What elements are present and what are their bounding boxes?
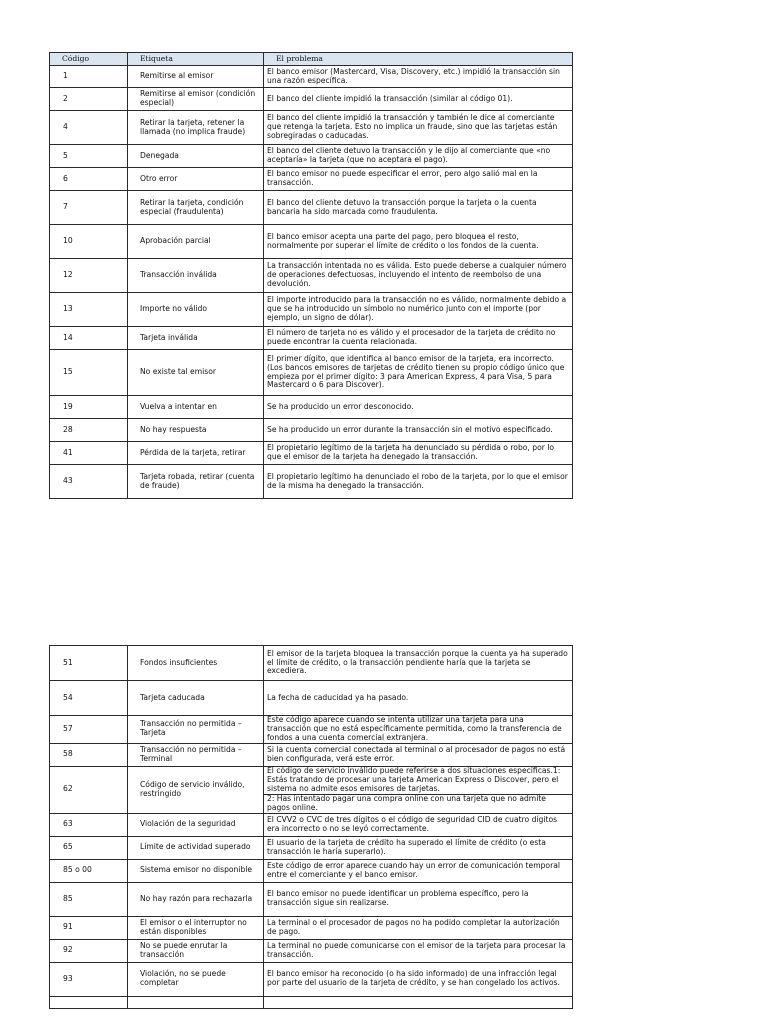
cell-label: Remitirse al emisor (128, 66, 264, 88)
cell-code: 19 (50, 396, 128, 419)
cell-problem: El banco del cliente detuvo la transacción y le dijo al comerciante que «no aceptaría» la tarjeta (que no aceptara el pago). (264, 145, 573, 168)
cell-code: 43 (50, 465, 128, 499)
cell-code: 85 (50, 882, 128, 916)
cell-code: 1 (50, 66, 128, 88)
cell-code: 28 (50, 419, 128, 442)
cell-problem: El banco emisor ha reconocido (o ha sido informado) de una infracción legal por parte del usuario de la tarjeta de crédito, y se han congelado los activos. (264, 962, 573, 996)
cell-label: No hay respuesta (128, 419, 264, 442)
cell-label: Violación, no se puede completar (128, 962, 264, 996)
table-row (50, 916, 573, 939)
cell-code: 85 o 00 (50, 859, 128, 882)
cell-code: 12 (50, 259, 128, 293)
cell-label: Retirar la tarjeta, condición especial (fraudulenta) (128, 191, 264, 225)
cell-label: No existe tal emisor (128, 350, 264, 396)
cell-problem (264, 996, 573, 1008)
table-row (50, 327, 573, 350)
cell-problem: El usuario de la tarjeta de crédito ha superado el límite de crédito (o esta transacción le haría superarlo). (264, 836, 573, 859)
cell-label: Sistema emisor no disponible (128, 859, 264, 882)
cell-code: 91 (50, 916, 128, 939)
cell-label: Tarjeta robada, retirar (cuenta de fraude) (128, 465, 264, 499)
cell-problem: El banco emisor acepta una parte del pago, pero bloquea el resto, normalmente por superar el límite de crédito o los fondos de la cuenta. (264, 225, 573, 259)
cell-code: 4 (50, 111, 128, 145)
table-row (50, 996, 573, 1008)
table-row (50, 836, 573, 859)
cell-problem: La transacción intentada no es válida. Esto puede deberse a cualquier número de operaciones defectuosas, incluyendo el intento de reembolso de una devolución. (264, 259, 573, 293)
table-row (50, 396, 573, 419)
cell-label: No se puede enrutar la transacción (128, 939, 264, 962)
table-header-row (50, 53, 573, 66)
table-row (50, 442, 573, 465)
cell-problem: El primer dígito, que identifica al banco emisor de la tarjeta, era incorrecto. (Los bancos emisores de tarjetas de crédito tienen su propio código único que empieza por el primer dígito: 3 para American Express, 4 para Visa, 5 para Mastercard o 6 para Discover). (264, 350, 573, 396)
cell-label: Otro error (128, 168, 264, 191)
table-row (50, 766, 573, 813)
cell-label: Denegada (128, 145, 264, 168)
cell-label: Retirar la tarjeta, retener la llamada (no implica fraude) (128, 111, 264, 145)
cell-label (128, 996, 264, 1008)
cell-problem: Si la cuenta comercial conectada al terminal o al procesador de pagos no está bien configurada, verá este error. (264, 743, 573, 766)
cell-code: 2 (50, 88, 128, 111)
cell-label: Importe no válido (128, 293, 264, 327)
cell-label: Tarjeta inválida (128, 327, 264, 350)
header-problem: El problema (264, 53, 573, 66)
cell-code: 10 (50, 225, 128, 259)
cell-problem: El propietario legítimo de la tarjeta ha denunciado su pérdida o robo, por lo que el emisor de la tarjeta ha denegado la transacción. (264, 442, 573, 465)
cell-code (50, 996, 128, 1008)
cell-problem: La fecha de caducidad ya ha pasado. (264, 681, 573, 716)
table-row (50, 939, 573, 962)
cell-label: Transacción no permitida – Terminal (128, 743, 264, 766)
cell-problem (264, 766, 573, 813)
cell-problem-part: 2: Has intentado pagar una compra online con una tarjeta que no admite pagos online. (264, 794, 572, 813)
error-codes-table-2 (49, 645, 573, 1009)
table-row (50, 743, 573, 766)
cell-label: Remitirse al emisor (condición especial) (128, 88, 264, 111)
cell-label: Pérdida de la tarjeta, retirar (128, 442, 264, 465)
cell-problem: El importe introducido para la transacción no es válido, normalmente debido a que se ha introducido un símbolo no numérico junto con el importe (por ejemplo, un signo de dólar). (264, 293, 573, 327)
cell-problem: El banco emisor no puede especificar el error, pero algo salió mal en la transacción. (264, 168, 573, 191)
cell-label: Límite de actividad superado (128, 836, 264, 859)
table-row (50, 859, 573, 882)
cell-code: 7 (50, 191, 128, 225)
cell-problem: El banco del cliente impidió la transacción y también le dice al comerciante que retenga la tarjeta. Esto no implica un fraude, sino que las tarjetas están sobregiradas o caducadas. (264, 111, 573, 145)
cell-code: 62 (50, 766, 128, 813)
cell-problem: El banco del cliente detuvo la transacción porque la tarjeta o la cuenta bancaria ha sido marcada como fraudulenta. (264, 191, 573, 225)
table-row (50, 882, 573, 916)
table-row (50, 681, 573, 716)
cell-label: Transacción inválida (128, 259, 264, 293)
cell-problem: La terminal o el procesador de pagos no ha podido completar la autorización de pago. (264, 916, 573, 939)
cell-problem: Este código aparece cuando se intenta utilizar una tarjeta para una transacción que no está específicamente permitida, como la transferencia de fondos a una cuenta comercial extranjera. (264, 716, 573, 744)
cell-label: Aprobación parcial (128, 225, 264, 259)
cell-code: 57 (50, 716, 128, 744)
table-row (50, 191, 573, 225)
table-row (50, 465, 573, 499)
cell-problem: El número de tarjeta no es válido y el procesador de la tarjeta de crédito no puede encontrar la cuenta relacionada. (264, 327, 573, 350)
cell-problem: El emisor de la tarjeta bloquea la transacción porque la cuenta ya ha superado el límite de crédito, o la transacción pendiente haría que la tarjeta se excediera. (264, 646, 573, 681)
cell-problem: El banco del cliente impidió la transacción (similar al código 01). (264, 88, 573, 111)
cell-problem-part: El código de servicio inválido puede referirse a dos situaciones específicas.1: Estás tratando de procesar una tarjeta American Express o Discover, pero el sistema no admite esos emisores de tarjetas. (267, 766, 561, 793)
header-label: Etiqueta (128, 53, 264, 66)
table-row (50, 716, 573, 744)
cell-problem: El banco emisor no puede identificar un problema específico, pero la transacción sigue sin realizarse. (264, 882, 573, 916)
cell-label: Violación de la seguridad (128, 813, 264, 836)
cell-code: 14 (50, 327, 128, 350)
cell-code: 63 (50, 813, 128, 836)
table-row (50, 66, 573, 88)
cell-code: 93 (50, 962, 128, 996)
cell-code: 54 (50, 681, 128, 716)
cell-problem: Se ha producido un error desconocido. (264, 396, 573, 419)
table-row (50, 813, 573, 836)
table-row (50, 145, 573, 168)
cell-code: 41 (50, 442, 128, 465)
cell-label: Fondos insuficientes (128, 646, 264, 681)
table-row (50, 225, 573, 259)
table-row (50, 646, 573, 681)
cell-label: El emisor o el interruptor no están disponibles (128, 916, 264, 939)
cell-problem: Se ha producido un error durante la transacción sin el motivo especificado. (264, 419, 573, 442)
cell-problem: El banco emisor (Mastercard, Visa, Discovery, etc.) impidió la transacción sin una razón específica. (264, 66, 573, 88)
table-row (50, 111, 573, 145)
cell-code: 6 (50, 168, 128, 191)
cell-problem: Este código de error aparece cuando hay un error de comunicación temporal entre el comerciante y el banco emisor. (264, 859, 573, 882)
table-row (50, 168, 573, 191)
table-row (50, 962, 573, 996)
table-row (50, 350, 573, 396)
cell-label: Código de servicio inválido, restringido (128, 766, 264, 813)
table-row (50, 293, 573, 327)
cell-code: 15 (50, 350, 128, 396)
cell-problem: La terminal no puede comunicarse con el emisor de la tarjeta para procesar la transacción. (264, 939, 573, 962)
cell-label: Transacción no permitida – Tarjeta (128, 716, 264, 744)
cell-code: 92 (50, 939, 128, 962)
cell-code: 5 (50, 145, 128, 168)
cell-label: Vuelva a intentar en (128, 396, 264, 419)
table-row (50, 259, 573, 293)
error-codes-table-1 (49, 52, 573, 499)
table-row (50, 419, 573, 442)
cell-code: 58 (50, 743, 128, 766)
cell-code: 13 (50, 293, 128, 327)
cell-problem: El CVV2 o CVC de tres dígitos o el código de seguridad CID de cuatro dígitos era incorrecto o no se leyó correctamente. (264, 813, 573, 836)
table-row (50, 88, 573, 111)
cell-label: Tarjeta caducada (128, 681, 264, 716)
header-code: Código (50, 53, 128, 66)
cell-problem: El propietario legítimo ha denunciado el robo de la tarjeta, por lo que el emisor de la misma ha denegado la transacción. (264, 465, 573, 499)
cell-code: 65 (50, 836, 128, 859)
cell-label: No hay razón para rechazarla (128, 882, 264, 916)
cell-code: 51 (50, 646, 128, 681)
